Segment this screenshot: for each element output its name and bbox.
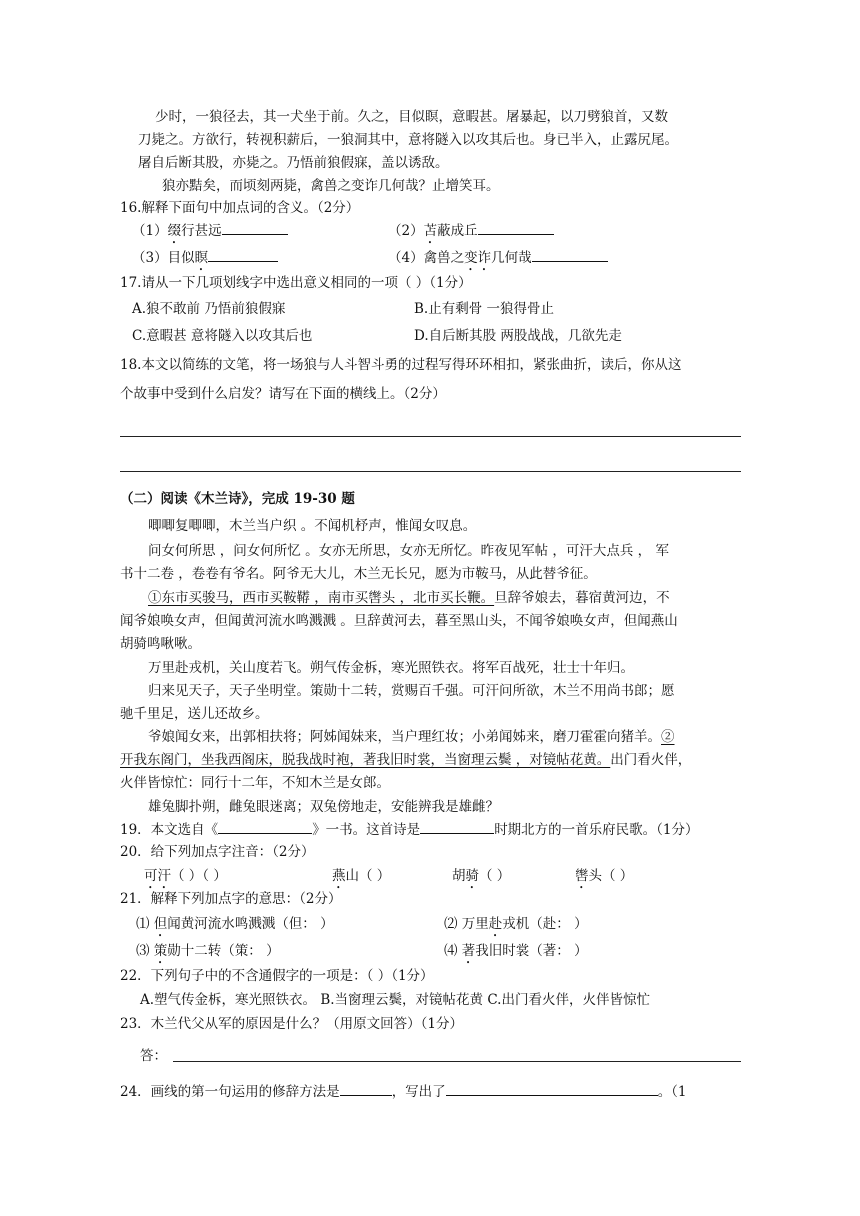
poem-line: 唧唧复唧唧，木兰当户织 。不闻机杼声，惟闻女叹息。 bbox=[148, 518, 477, 534]
section-title: （二）阅读《木兰诗》，完成 19-30 题 bbox=[120, 491, 355, 507]
poem-line: 归来见天子，天子坐明堂。策勋十二转，赏赐百千强。可汗问所欲，木兰不用尚书郎；愿 bbox=[148, 683, 675, 699]
passage-line: 狼亦黠矣，而顷刻两毙，禽兽之变诈几何哉？止增笑耳。 bbox=[162, 178, 500, 194]
q22-options[interactable]: A.塑气传金柝，寒光照铁衣。 B.当窗理云鬓，对镜帖花黄 C.出门看火伴，火伴皆惊忙 bbox=[140, 992, 650, 1008]
poem-line: 胡骑鸣啾啾。 bbox=[120, 636, 201, 652]
poem-line: 火伴皆惊忙：同行十二年，不知木兰是女郎。 bbox=[120, 775, 390, 791]
passage-line: 刀毙之。方欲行，转视积薪后，一狼洞其中，意将隧入以攻其后也。身已半入，止露尻尾。 bbox=[138, 132, 678, 148]
q16-item-2: （2）苫蔽成丘 bbox=[388, 220, 554, 247]
q16-item-4: （4）禽兽之变诈几何哉 bbox=[388, 247, 608, 274]
q21-item-4: ⑷ 著我旧时裳（著： ） bbox=[444, 943, 588, 959]
question-18-stem-2: 个故事中受到什么启发？请写在下面的横线上。（2分） bbox=[120, 386, 446, 402]
poem-line: 雄兔脚扑朔，雌兔眼迷离；双兔傍地走，安能辨我是雄雌？ bbox=[148, 799, 499, 815]
q21-item-3: ⑶ 策勋十二转（策： ） bbox=[136, 943, 280, 959]
answer-blank[interactable] bbox=[446, 1081, 658, 1096]
poem-line: ①东市买骏马，西市买鞍鞯 ，南市买辔头 ，北市买长鞭。旦辞爷娘去，暮宿黄河边，不 bbox=[148, 590, 670, 606]
answer-blank[interactable] bbox=[478, 220, 554, 235]
passage-line: 少时，一狼径去，其一犬坐于前。久之，目似瞑，意暇甚。屠暴起，以刀劈狼首，又数 bbox=[155, 109, 668, 125]
answer-blank[interactable] bbox=[218, 819, 312, 834]
answer-line[interactable] bbox=[173, 1061, 741, 1062]
poem-line: 问女何所思 ，问女何所忆 。女亦无所思，女亦无所忆。昨夜见军帖 ，可汗大点兵 ， 军 bbox=[148, 543, 669, 559]
q16-item-1: （1）缀行甚远 bbox=[132, 220, 288, 247]
q17-option-b[interactable]: B.止有剩骨 一狼得骨止 bbox=[414, 301, 555, 317]
answer-blank[interactable] bbox=[532, 247, 608, 262]
underlined-sentence-1: ①东市买骏马，西市买鞍鞯 ，南市买辔头 ，北市买长鞭。 bbox=[148, 590, 495, 606]
q20-word-1: 可汗（ ）（ ） bbox=[144, 868, 227, 884]
answer-blank[interactable] bbox=[340, 1081, 392, 1096]
q17-option-a[interactable]: A.狼不敢前 乃悟前狼假寐 bbox=[132, 301, 286, 317]
poem-line: 爷娘闻女来，出郭相扶将；阿姊闻妹来，当户理红妆；小弟闻姊来，磨刀霍霍向猪羊。② bbox=[148, 729, 675, 745]
answer-label: 答： bbox=[140, 1048, 167, 1064]
question-21-stem: 21．解释下列加点字的意思：（2分） bbox=[120, 891, 342, 907]
q21-item-1: ⑴ 但闻黄河流水鸣溅溅（但： ） bbox=[136, 916, 334, 932]
answer-line[interactable] bbox=[120, 436, 741, 437]
q17-option-c[interactable]: C.意暇甚 意将隧入以攻其后也 bbox=[132, 328, 313, 344]
poem-line: 开我东阁门，坐我西阁床，脱我战时袍，著我旧时裳，当窗理云鬓 ，对镜帖花黄。出门看火伴， bbox=[120, 752, 692, 768]
question-22-stem: 22．下列句子中的不含通假字的一项是：（ ）（1分） bbox=[120, 968, 434, 984]
passage-line: 屠自后断其股，亦毙之。乃悟前狼假寐，盖以诱敌。 bbox=[138, 155, 449, 171]
q17-option-d[interactable]: D.自后断其股 两股战战，几欲先走 bbox=[414, 328, 622, 344]
question-17-stem: 17.请从一下几项划线字中选出意义相同的一项（ ）（1分） bbox=[120, 275, 472, 291]
poem-line: 闻爷娘唤女声，但闻黄河流水鸣溅溅 。旦辞黄河去，暮至黑山头，不闻爷娘唤女声，但闻燕山 bbox=[120, 613, 678, 629]
answer-blank[interactable] bbox=[222, 220, 288, 235]
q20-word-4: 辔头（ ） bbox=[575, 868, 634, 884]
question-20-stem: 20．给下列加点字注音：（2分） bbox=[120, 844, 315, 860]
question-16-stem: 16.解释下面句中加点词的含义。（2分） bbox=[120, 200, 360, 216]
question-24: 24．画线的第一句运用的修辞方法是 ，写出了 。（1 bbox=[120, 1081, 687, 1102]
q16-item-3: （3）目似瞑 bbox=[132, 247, 278, 274]
q21-item-2: ⑵ 万里赴戎机（赴： ） bbox=[444, 916, 588, 932]
answer-blank[interactable] bbox=[208, 247, 278, 262]
poem-line: 万里赴戎机，关山度若飞。朔气传金柝，寒光照铁衣。将军百战死，壮士十年归。 bbox=[148, 660, 634, 676]
question-19: 19．本文选自《 》一书。这首诗是 时期北方的一首乐府民歌。（1分） bbox=[120, 819, 699, 840]
underlined-sentence-2: 开我东阁门，坐我西阁床，脱我战时袍，著我旧时裳，当窗理云鬓 ，对镜帖花黄。 bbox=[120, 752, 611, 768]
question-23-stem: 23．木兰代父从军的原因是什么？（用原文回答）（1分） bbox=[120, 1016, 464, 1032]
q20-word-3: 胡骑（ ） bbox=[452, 868, 511, 884]
question-18-stem: 18.本文以简练的文笔，将一场狼与人斗智斗勇的过程写得环环相扣，紧张曲折，读后，你从这 bbox=[120, 357, 682, 373]
poem-line: 驰千里足，送儿还故乡。 bbox=[120, 706, 269, 722]
answer-line[interactable] bbox=[120, 471, 741, 472]
answer-blank[interactable] bbox=[420, 819, 494, 834]
q20-word-2: 燕山（ ） bbox=[332, 868, 391, 884]
poem-line: 书十二卷 ，卷卷有爷名。阿爷无大儿，木兰无长兄，愿为市鞍马，从此替爷征。 bbox=[120, 566, 597, 582]
